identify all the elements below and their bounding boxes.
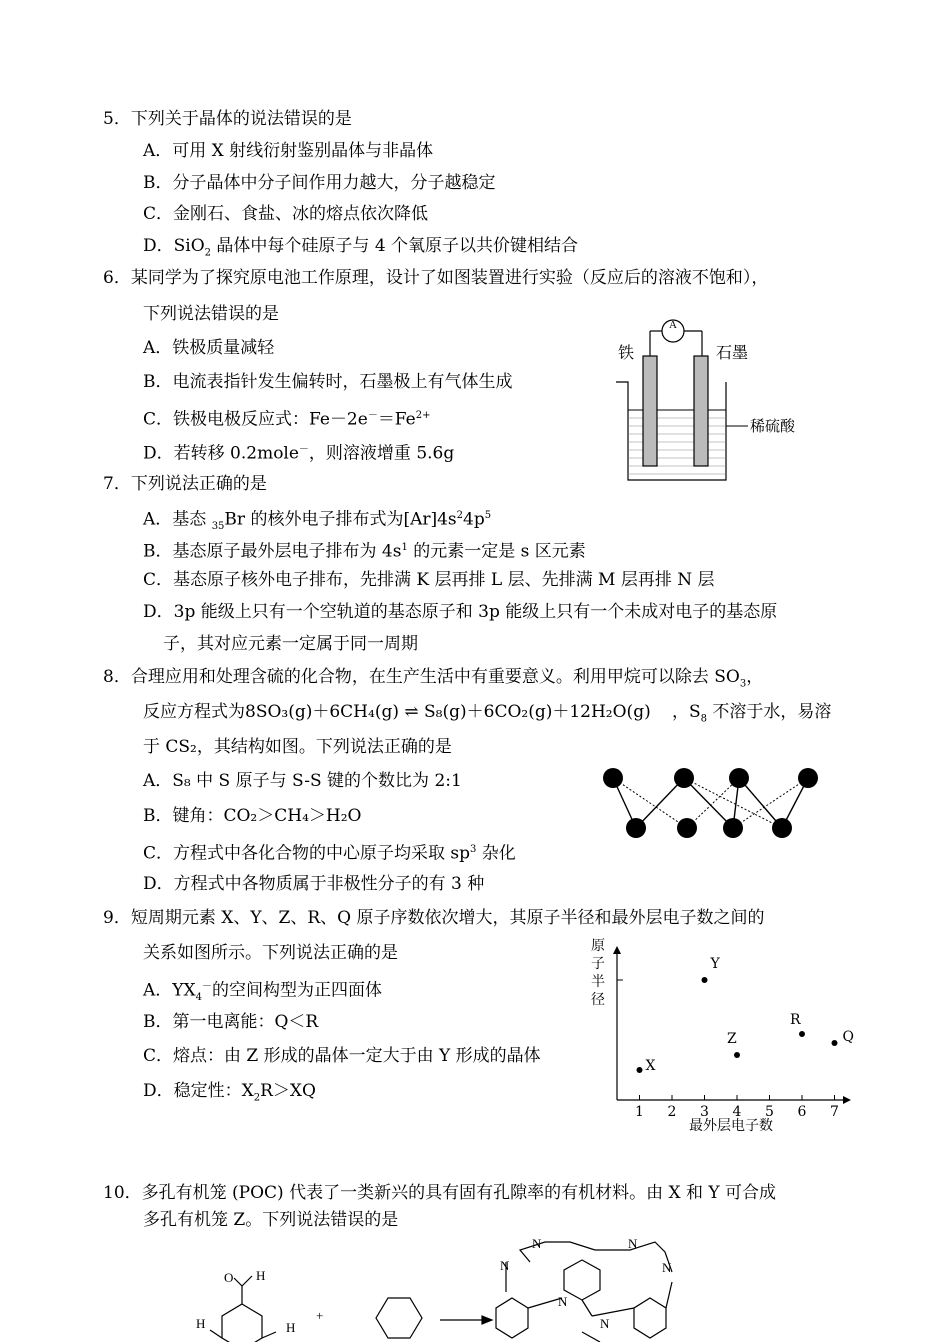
x-tick-label-6: 6 — [797, 1104, 807, 1120]
x-tick-label-1: 1 — [635, 1104, 644, 1120]
svg-text:H: H — [256, 1268, 266, 1283]
svg-text:N: N — [532, 1236, 542, 1251]
y-label-2: 子 — [591, 957, 605, 972]
galvanic-cell-figure — [610, 312, 810, 484]
svg-text:O: O — [224, 1270, 234, 1285]
q9-option-d: D．稳定性：$X_2R>XQ$ — [143, 1081, 316, 1104]
point-label-Y: Y — [710, 956, 720, 972]
q8-stem-cont: 于 CS₂，其结构如图。下列说法正确的是 — [143, 737, 452, 757]
q6-option-b: B．电流表指针发生偏转时，石墨极上有气体生成 — [143, 372, 513, 392]
svg-text:N: N — [600, 1316, 610, 1331]
q6-stem: 6．某同学为了探究原电池工作原理，设计了如图装置进行实验（反应后的溶液不饱和）， — [103, 268, 769, 288]
q6-option-d: D．若转移 0.2mole－，则溶液增重 5.6g — [143, 443, 455, 464]
q5-option-b: B．分子晶体中分子间作用力越大，分子越稳定 — [143, 173, 496, 193]
svg-text:N: N — [662, 1260, 672, 1275]
graphite-label: 石墨 — [716, 343, 749, 362]
solution-label: 稀硫酸 — [750, 417, 796, 435]
q6-option-c: C．铁极电极反应式：$Fe-2e^-=Fe^{2+}$ — [143, 409, 431, 430]
iron-electrode — [643, 356, 657, 466]
q8-option-c: C．方程式中各化合物的中心原子均采取 $sp^3$ 杂化 — [143, 843, 516, 864]
q9-option-a: A．$YX_4^-$的空间构型为正四面体 — [143, 980, 382, 1004]
graphite-electrode — [694, 356, 708, 466]
svg-text:H: H — [286, 1320, 296, 1335]
x-tick-label-3: 3 — [700, 1104, 709, 1120]
x-tick-label-7: 7 — [830, 1104, 839, 1120]
ammeter-label: A — [669, 319, 677, 331]
radius-vs-electrons-chart — [585, 930, 860, 1140]
q10-stem-cont: 多孔有机笼 Z。下列说法错误的是 — [143, 1210, 399, 1230]
q10-stem: 10．多孔有机笼 (POC) 代表了一类新兴的具有固有孔隙率的有机材料。由 X 和 Y 可合成 — [103, 1183, 777, 1203]
compound-y-ring — [376, 1298, 422, 1338]
point-Y — [702, 977, 708, 983]
q8-stem: 8．合理应用和处理含硫的化合物，在生产生活中有重要意义。利用甲烷可以除去 $SO_3$， — [103, 667, 764, 690]
x-tick-label-4: 4 — [732, 1104, 742, 1120]
poc-synthesis-scheme — [190, 1232, 890, 1342]
q8-option-d: D．方程式中各物质属于非极性分子的有 3 种 — [143, 874, 485, 894]
plus-sign: + — [316, 1308, 324, 1323]
y-label-1: 原 — [591, 939, 605, 954]
q8-equation: 反应方程式为8SO₃(g)＋6CH₄(g) ⇌ S₈(g)＋6CO₂(g)＋12H₂O(g) — [143, 702, 651, 722]
q9-option-b: B．第一电离能：Q＜R — [143, 1012, 319, 1032]
q7-option-d: D．3p 能级上只有一个空轨道的基态原子和 3p 能级上只有一个未成对电子的基态原 — [143, 602, 778, 622]
svg-text:N: N — [500, 1258, 510, 1273]
point-R — [799, 1031, 805, 1037]
q7-option-c: C．基态原子核外电子排布，先排满 K 层再排 L 层、先排满 M 层再排 N 层 — [143, 570, 715, 590]
x-tick-label-5: 5 — [765, 1104, 774, 1120]
point-label-Z: Z — [727, 1031, 737, 1047]
s8-structure-figure — [596, 760, 826, 846]
x-tick-label-2: 2 — [667, 1104, 677, 1120]
q6-option-a: A．铁极质量减轻 — [143, 338, 275, 358]
q8-option-b: B．键角：CO₂＞CH₄＞H₂O — [143, 806, 362, 826]
point-X — [637, 1067, 643, 1073]
q7-option-b: B．基态原子最外层电子排布为 $4s^1$ 的元素一定是 s 区元素 — [143, 541, 586, 562]
y-label-4: 径 — [591, 993, 605, 1008]
q5-option-a: A．可用 X 射线衍射鉴别晶体与非晶体 — [143, 141, 434, 161]
point-label-X: X — [645, 1058, 656, 1074]
y-label-3: 半 — [591, 975, 605, 990]
q7-stem: 7．下列说法正确的是 — [103, 474, 267, 494]
svg-text:N: N — [628, 1236, 638, 1251]
point-label-R: R — [790, 1012, 801, 1028]
svg-text:N: N — [558, 1294, 568, 1309]
point-label-Q: Q — [842, 1029, 854, 1045]
q9-option-c: C．熔点：由 Z 形成的晶体一定大于由 Y 形成的晶体 — [143, 1046, 541, 1066]
q6-stem-cont: 下列说法错误的是 — [143, 304, 279, 324]
point-Q — [832, 1040, 838, 1046]
point-Z — [734, 1052, 740, 1058]
compound-x-ring — [222, 1304, 262, 1342]
q5-option-c: C．金刚石、食盐、冰的熔点依次降低 — [143, 204, 429, 224]
q7-option-a: A．基态 $_{35}$Br 的核外电子排布式为$[Ar]4s^24p^5$ — [143, 509, 492, 533]
iron-label: 铁 — [618, 343, 635, 362]
q7-option-d-cont: 子，其对应元素一定属于同一周期 — [163, 634, 418, 654]
x-axis-label: 最外层电子数 — [689, 1118, 773, 1134]
q5-stem: 5．下列关于晶体的说法错误的是 — [103, 109, 352, 129]
q9-stem-cont: 关系如图所示。下列说法正确的是 — [143, 943, 398, 963]
svg-text:H: H — [196, 1316, 206, 1331]
q5-option-d: D．SiO$_2$ 晶体中每个硅原子与 4 个氧原子以共价键相结合 — [143, 236, 579, 259]
q8-option-a: A．S₈ 中 S 原子与 S-S 键的个数比为 2:1 — [143, 771, 462, 791]
q8-equation-tail: ，$S_8$ 不溶于水，易溶 — [672, 702, 832, 725]
q9-stem: 9．短周期元素 X、Y、Z、R、Q 原子序数依次增大，其原子半径和最外层电子数之间的 — [103, 908, 765, 928]
